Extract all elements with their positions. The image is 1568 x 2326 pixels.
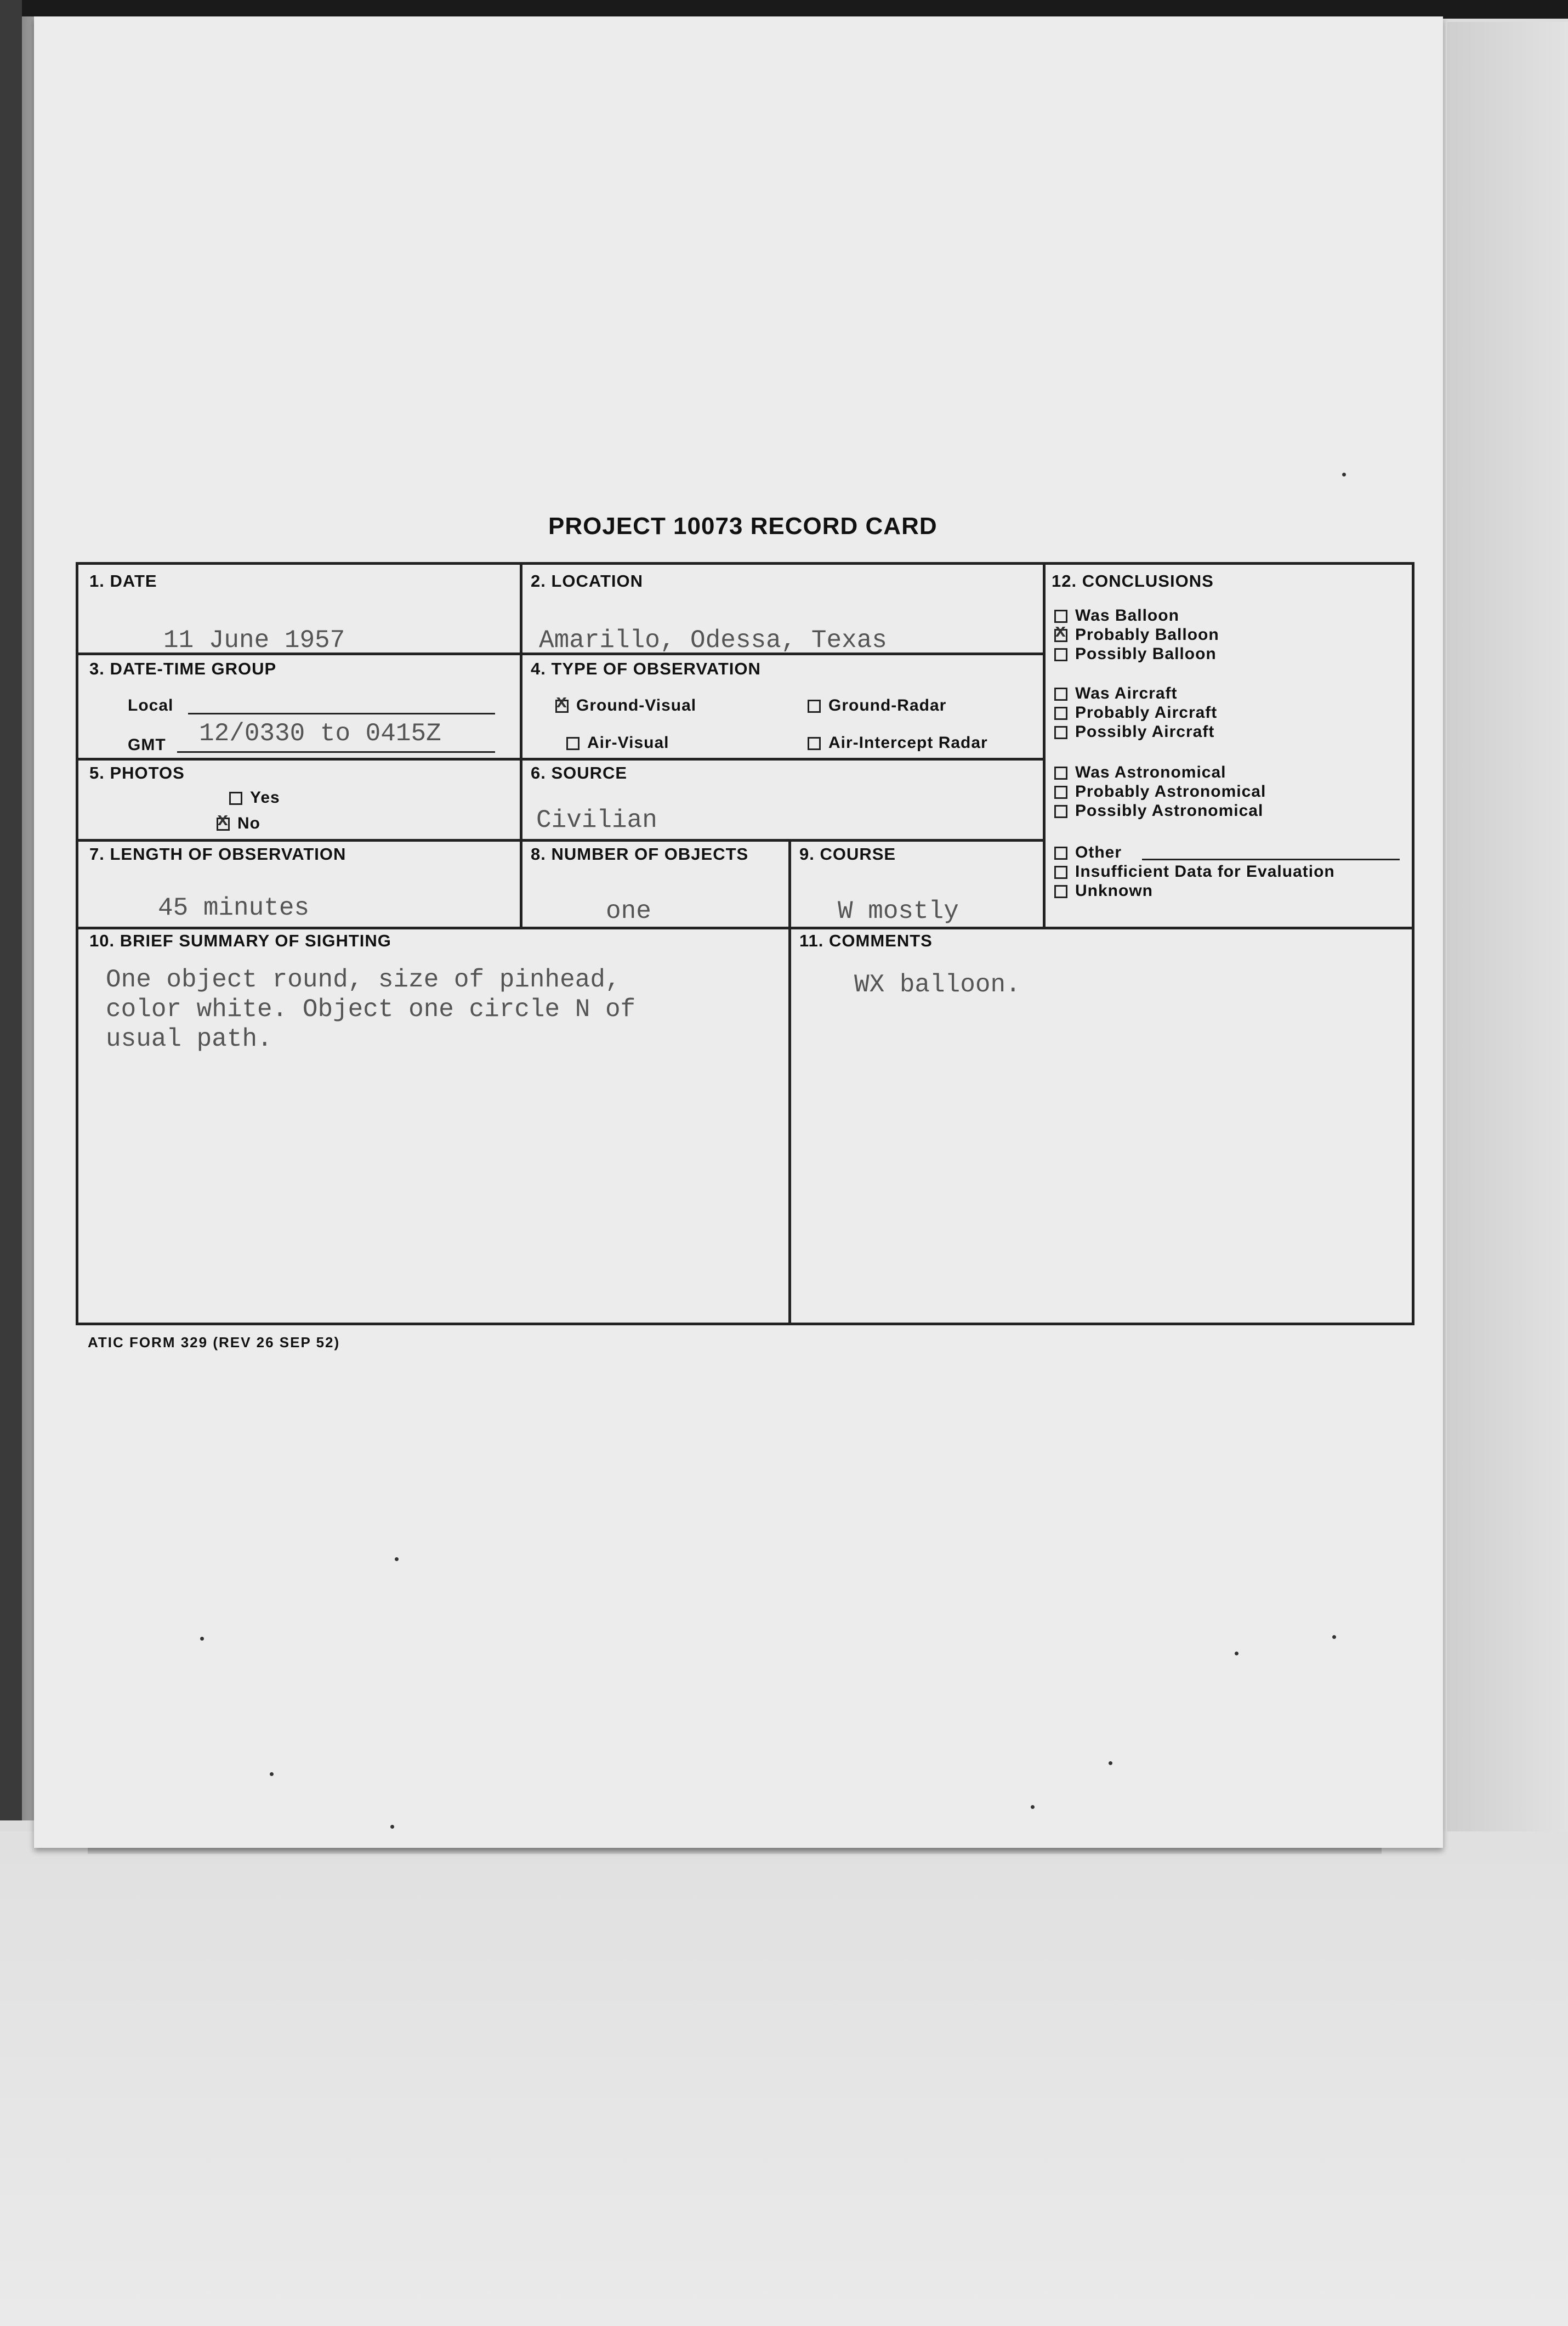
- checkbox-icon: [808, 737, 821, 750]
- conclusion-was-astronomical[interactable]: Was Astronomical: [1054, 763, 1226, 782]
- option-air-visual[interactable]: Air-Visual: [566, 734, 669, 752]
- course-label: 9. COURSE: [799, 844, 896, 864]
- gmt-label: GMT: [128, 736, 166, 754]
- checkbox-icon: [229, 792, 242, 805]
- checkbox-icon: [1054, 610, 1067, 623]
- checkbox-checked-icon: [217, 818, 230, 831]
- dust-speck: [270, 1772, 274, 1776]
- divider: [788, 842, 791, 1325]
- conclusions-label: 12. CONCLUSIONS: [1052, 571, 1214, 591]
- page-shadow-right: [1447, 22, 1568, 1831]
- conclusion-probably-astronomical[interactable]: Probably Astronomical: [1054, 782, 1266, 801]
- comments-label: 11. COMMENTS: [799, 931, 933, 950]
- date-time-group-label: 3. DATE-TIME GROUP: [89, 659, 277, 678]
- checkbox-icon: [1054, 847, 1067, 860]
- checkbox-icon: [1054, 767, 1067, 780]
- option-ground-radar[interactable]: Ground-Radar: [808, 696, 946, 715]
- number-of-objects-label: 8. NUMBER OF OBJECTS: [531, 844, 749, 864]
- divider: [520, 565, 522, 927]
- dust-speck: [1235, 1652, 1239, 1655]
- conclusion-was-balloon[interactable]: Was Balloon: [1054, 606, 1179, 625]
- checkbox-icon: [1054, 805, 1067, 818]
- dust-speck: [395, 1557, 399, 1561]
- scan-background-bottom: [0, 1831, 1568, 2326]
- date-label: 1. DATE: [89, 571, 157, 591]
- option-photos-no[interactable]: xNo: [217, 814, 260, 833]
- form-number: ATIC FORM 329 (REV 26 SEP 52): [88, 1334, 340, 1351]
- other-underline: [1142, 859, 1400, 860]
- gmt-value: 12/0330 to 0415Z: [199, 719, 441, 748]
- brief-summary-text: [106, 965, 635, 1054]
- local-label: Local: [128, 696, 174, 714]
- conclusion-unknown[interactable]: Unknown: [1054, 882, 1153, 900]
- conclusion-possibly-aircraft[interactable]: Possibly Aircraft: [1054, 723, 1214, 741]
- type-of-observation-label: 4. TYPE OF OBSERVATION: [531, 659, 761, 678]
- dust-speck: [200, 1637, 204, 1641]
- dust-speck: [1332, 1635, 1336, 1639]
- brief-summary-label: 10. BRIEF SUMMARY OF SIGHTING: [89, 931, 391, 950]
- summary-line: One object round, size of pinhead,: [106, 966, 621, 994]
- dust-speck: [1342, 473, 1346, 476]
- conclusion-possibly-astronomical[interactable]: Possibly Astronomical: [1054, 802, 1263, 820]
- checkbox-icon: [1054, 688, 1067, 701]
- gmt-underline: [177, 751, 495, 753]
- length-of-observation-label: 7. LENGTH OF OBSERVATION: [89, 844, 346, 864]
- divider: [78, 927, 1412, 929]
- conclusion-probably-balloon[interactable]: xProbably Balloon: [1054, 626, 1219, 644]
- divider: [78, 839, 1043, 842]
- checkbox-icon: [1054, 885, 1067, 898]
- conclusion-was-aircraft[interactable]: Was Aircraft: [1054, 684, 1178, 703]
- conclusion-probably-aircraft[interactable]: Probably Aircraft: [1054, 704, 1217, 722]
- photos-label: 5. PHOTOS: [89, 763, 185, 782]
- dust-speck: [1031, 1805, 1035, 1809]
- dust-speck: [390, 1825, 394, 1829]
- date-value: 11 June 1957: [163, 626, 345, 655]
- film-border-left: [0, 0, 22, 1820]
- summary-line: color white. Object one circle N of: [106, 995, 636, 1024]
- checkbox-icon: [1054, 707, 1067, 720]
- comments-value: WX balloon.: [854, 971, 1021, 999]
- conclusion-insufficient-data[interactable]: Insufficient Data for Evaluation: [1054, 863, 1335, 881]
- local-underline: [188, 713, 495, 714]
- checkbox-icon: [808, 700, 821, 713]
- option-ground-visual[interactable]: xGround-Visual: [555, 696, 696, 715]
- location-value: Amarillo, Odessa, Texas: [539, 626, 887, 655]
- dust-speck: [1109, 1761, 1112, 1765]
- card-title: PROJECT 10073 RECORD CARD: [548, 513, 938, 540]
- source-label: 6. SOURCE: [531, 763, 628, 782]
- option-photos-yes[interactable]: Yes: [229, 788, 280, 807]
- divider: [78, 758, 1043, 761]
- course-value: W mostly: [838, 897, 959, 926]
- conclusion-other[interactable]: Other: [1054, 843, 1122, 862]
- checkbox-checked-icon: [1054, 629, 1067, 642]
- location-label: 2. LOCATION: [531, 571, 644, 591]
- checkbox-checked-icon: [555, 700, 569, 713]
- summary-line: usual path.: [106, 1025, 272, 1053]
- number-of-objects-value: one: [606, 897, 651, 926]
- divider: [1043, 565, 1046, 927]
- checkbox-icon: [1054, 648, 1067, 661]
- checkbox-icon: [1054, 866, 1067, 879]
- option-air-intercept-radar[interactable]: Air-Intercept Radar: [808, 734, 988, 752]
- checkbox-icon: [566, 737, 580, 750]
- conclusion-possibly-balloon[interactable]: Possibly Balloon: [1054, 645, 1217, 663]
- record-card-form: [76, 562, 1414, 1325]
- checkbox-icon: [1054, 726, 1067, 739]
- checkbox-icon: [1054, 786, 1067, 799]
- length-of-observation-value: 45 minutes: [158, 894, 310, 922]
- source-value: Civilian: [536, 806, 657, 835]
- film-border-top: [0, 0, 1568, 19]
